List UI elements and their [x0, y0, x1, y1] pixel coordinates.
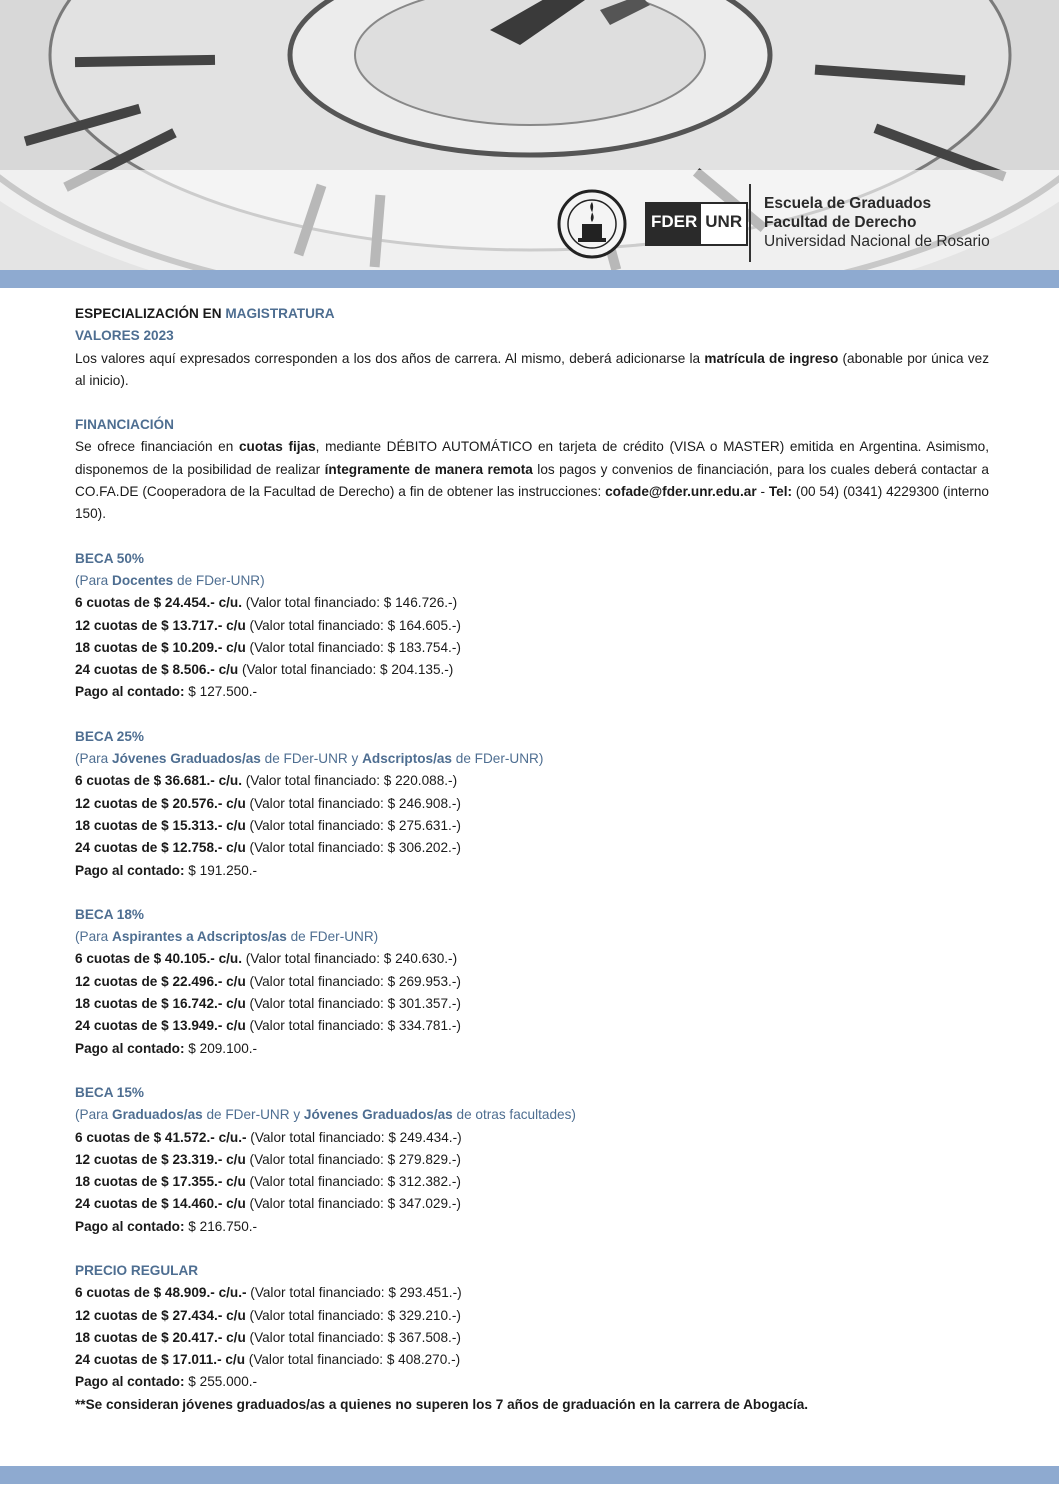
installment-row — [75, 1327, 989, 1349]
title-accent: MAGISTRATURA — [225, 306, 335, 321]
installment-amount: 18 cuotas de $ 17.355.- c/u — [75, 1174, 246, 1190]
installment-total: (Valor total financiado: $ 329.210.-) — [245, 1307, 461, 1323]
section-heading: BECA 25% — [75, 728, 144, 744]
valores-text — [75, 348, 989, 393]
installment-row — [75, 993, 989, 1015]
section-subtitle — [75, 570, 989, 592]
subtitle-part: de FDer-UNR) — [173, 572, 265, 588]
contact-email: cofade@fder.unr.edu.ar — [605, 484, 757, 500]
valores-heading: VALORES 2023 — [75, 328, 174, 344]
installment-row — [75, 1305, 989, 1327]
installment-row — [75, 1015, 989, 1037]
installment-amount: 12 cuotas de $ 13.717.- c/u — [75, 617, 246, 633]
cash-payment-label: Pago al contado: — [75, 862, 185, 878]
price-section — [75, 1260, 989, 1394]
installment-row — [75, 793, 989, 815]
valores-text-bold: matrícula de ingreso — [704, 350, 839, 366]
cash-payment-row — [75, 860, 989, 882]
title-prefix: ESPECIALIZACIÓN EN — [75, 306, 222, 321]
section-heading: BECA 18% — [75, 906, 144, 922]
installment-total: (Valor total financiado: $ 312.382.-) — [245, 1174, 461, 1190]
installment-total: (Valor total financiado: $ 367.508.-) — [245, 1329, 461, 1345]
price-section — [75, 1082, 989, 1260]
installment-total: (Valor total financiado: $ 347.029.-) — [245, 1196, 461, 1212]
price-sections — [75, 548, 989, 1394]
subtitle-part: Docentes — [112, 572, 174, 588]
installment-total: (Valor total financiado: $ 240.630.-) — [241, 951, 458, 967]
installment-row — [75, 1127, 989, 1149]
installment-amount: 18 cuotas de $ 15.313.- c/u — [75, 817, 246, 833]
unr-seal-logo — [552, 188, 632, 260]
installment-row — [75, 1149, 989, 1171]
installment-row — [75, 948, 989, 970]
fder-logo-right: UNR — [701, 204, 746, 244]
school-line-2: Facultad de Derecho — [764, 214, 917, 231]
section-subtitle — [75, 926, 989, 948]
installment-total: (Valor total financiado: $ 249.434.-) — [246, 1129, 462, 1145]
installment-row — [75, 637, 989, 659]
price-section — [75, 726, 989, 904]
installment-amount: 18 cuotas de $ 20.417.- c/u — [75, 1329, 246, 1345]
school-name — [764, 194, 990, 251]
cash-payment-value: $ 191.250.- — [184, 862, 258, 878]
subtitle-part: de FDer-UNR) — [286, 929, 379, 945]
installment-amount: 6 cuotas de $ 40.105.- c/u. — [75, 951, 242, 967]
subtitle-part: (Para — [75, 1107, 113, 1123]
logo-divider — [749, 184, 751, 262]
installment-row — [75, 815, 989, 837]
fin-t4: - — [756, 484, 769, 500]
contact-phone: (00 54) (0341) 4229300 (interno 150). — [75, 484, 989, 522]
price-section — [75, 548, 989, 726]
section-subtitle — [75, 748, 989, 770]
installment-amount: 24 cuotas de $ 14.460.- c/u — [75, 1196, 246, 1212]
subtitle-part: de FDer-UNR) — [452, 751, 544, 767]
installment-total: (Valor total financiado: $ 204.135.-) — [238, 662, 454, 678]
fin-b4: Tel: — [768, 484, 793, 500]
installment-amount: 18 cuotas de $ 10.209.- c/u — [75, 639, 246, 655]
fin-t1: Se ofrece financiación en — [75, 439, 239, 455]
document-title — [75, 303, 989, 325]
top-color-bar — [0, 270, 1059, 288]
installment-amount: 12 cuotas de $ 23.319.- c/u — [75, 1151, 246, 1167]
school-line-3: Universidad Nacional de Rosario — [764, 233, 990, 250]
subtitle-part: de FDer-UNR y — [260, 751, 363, 767]
valores-text-2: (abonable por única vez al inicio). — [75, 350, 989, 388]
installment-total: (Valor total financiado: $ 220.088.-) — [241, 773, 458, 789]
installment-total: (Valor total financiado: $ 279.829.-) — [245, 1151, 461, 1167]
valores-text-1: Los valores aquí expresados corresponden a los dos años de carrera. Al mismo, deberá adicionarse la — [75, 350, 705, 366]
cash-payment-value: $ 127.500.- — [184, 684, 258, 700]
subtitle-part: Adscriptos/as — [362, 751, 452, 767]
subtitle-part: Jóvenes Graduados/as — [303, 1107, 453, 1123]
footnote: **Se consideran jóvenes graduados/as a quienes no superen los 7 años de graduación en la carrera de Abogacía. — [75, 1396, 809, 1412]
cash-payment-row — [75, 1216, 989, 1238]
section-heading: PRECIO REGULAR — [75, 1262, 199, 1278]
installment-total: (Valor total financiado: $ 408.270.-) — [245, 1352, 461, 1368]
installment-amount: 24 cuotas de $ 17.011.- c/u — [75, 1352, 246, 1368]
cash-payment-value: $ 216.750.- — [184, 1218, 258, 1234]
installment-row — [75, 1282, 989, 1304]
installment-total: (Valor total financiado: $ 246.908.-) — [245, 795, 461, 811]
installment-total: (Valor total financiado: $ 334.781.-) — [245, 1018, 461, 1034]
logo-group — [552, 182, 1032, 262]
installment-amount: 24 cuotas de $ 13.949.- c/u — [75, 1018, 246, 1034]
cash-payment-label: Pago al contado: — [75, 1218, 185, 1234]
financiacion-text — [75, 436, 989, 525]
installment-amount: 6 cuotas de $ 24.454.- c/u. — [75, 595, 242, 611]
subtitle-part: Jóvenes Graduados/as — [112, 751, 261, 767]
installment-row — [75, 592, 989, 614]
subtitle-part: (Para — [75, 751, 113, 767]
subtitle-part: (Para — [75, 929, 113, 945]
installment-amount: 12 cuotas de $ 22.496.- c/u — [75, 973, 246, 989]
cash-payment-row — [75, 1371, 989, 1393]
cash-payment-label: Pago al contado: — [75, 684, 185, 700]
installment-row — [75, 1193, 989, 1215]
subtitle-part: Aspirantes a Adscriptos/as — [112, 929, 287, 945]
fin-b2: íntegramente de manera remota — [324, 461, 533, 477]
header-banner — [0, 0, 1059, 270]
subtitle-part: Graduados/as — [112, 1107, 203, 1123]
financiacion-heading: FINANCIACIÓN — [75, 417, 174, 433]
installment-total: (Valor total financiado: $ 269.953.-) — [245, 973, 461, 989]
installment-amount: 6 cuotas de $ 41.572.- c/u.- — [75, 1129, 247, 1145]
price-section — [75, 904, 989, 1082]
school-line-1: Escuela de Graduados — [764, 195, 932, 212]
fin-t2: , mediante DÉBITO AUTOMÁTICO en tarjeta de crédito (VISA o MASTER) emitida en Argentina. Asimismo, disponemos de la posibilidad de realizar — [75, 439, 989, 477]
installment-total: (Valor total financiado: $ 183.754.-) — [245, 639, 461, 655]
installment-amount: 6 cuotas de $ 48.909.- c/u.- — [75, 1285, 247, 1301]
installment-row — [75, 1171, 989, 1193]
section-heading: BECA 15% — [75, 1084, 144, 1100]
installment-total: (Valor total financiado: $ 301.357.-) — [245, 996, 461, 1012]
cash-payment-row — [75, 681, 989, 703]
bottom-color-bar — [0, 1466, 1059, 1484]
installment-total: (Valor total financiado: $ 293.451.-) — [246, 1285, 462, 1301]
installment-total: (Valor total financiado: $ 306.202.-) — [245, 840, 461, 856]
installment-total: (Valor total financiado: $ 164.605.-) — [245, 617, 461, 633]
subtitle-part: de otras facultades) — [452, 1107, 576, 1123]
installment-amount: 12 cuotas de $ 27.434.- c/u — [75, 1307, 246, 1323]
installment-row — [75, 837, 989, 859]
fder-unr-logo — [645, 202, 748, 246]
document-body — [75, 303, 989, 1416]
cash-payment-label: Pago al contado: — [75, 1374, 185, 1390]
cash-payment-row — [75, 1038, 989, 1060]
cash-payment-value: $ 209.100.- — [184, 1040, 258, 1056]
installment-row — [75, 1349, 989, 1371]
installment-amount: 24 cuotas de $ 12.758.- c/u — [75, 840, 246, 856]
fin-t3: los pagos y convenios de financiación, para los cuales deberá contactar a CO.FA.DE (Cooperadora de la Facultad de Derecho) a fin de obtener las instrucciones: — [75, 461, 989, 500]
installment-amount: 18 cuotas de $ 16.742.- c/u — [75, 996, 246, 1012]
section-heading: BECA 50% — [75, 550, 144, 566]
installment-total: (Valor total financiado: $ 275.631.-) — [245, 817, 461, 833]
installment-amount: 24 cuotas de $ 8.506.- c/u — [75, 662, 239, 678]
subtitle-part: de FDer-UNR y — [202, 1107, 304, 1123]
installment-amount: 6 cuotas de $ 36.681.- c/u. — [75, 773, 242, 789]
installment-row — [75, 971, 989, 993]
cash-payment-label: Pago al contado: — [75, 1040, 185, 1056]
installment-row — [75, 615, 989, 637]
installment-total: (Valor total financiado: $ 146.726.-) — [241, 595, 458, 611]
subtitle-part: (Para — [75, 572, 113, 588]
fin-b1: cuotas fijas — [238, 439, 316, 455]
installment-amount: 12 cuotas de $ 20.576.- c/u — [75, 795, 246, 811]
cash-payment-value: $ 255.000.- — [184, 1374, 258, 1390]
section-subtitle — [75, 1104, 989, 1126]
installment-row — [75, 770, 989, 792]
fder-logo-left: FDER — [647, 204, 701, 244]
installment-row — [75, 659, 989, 681]
